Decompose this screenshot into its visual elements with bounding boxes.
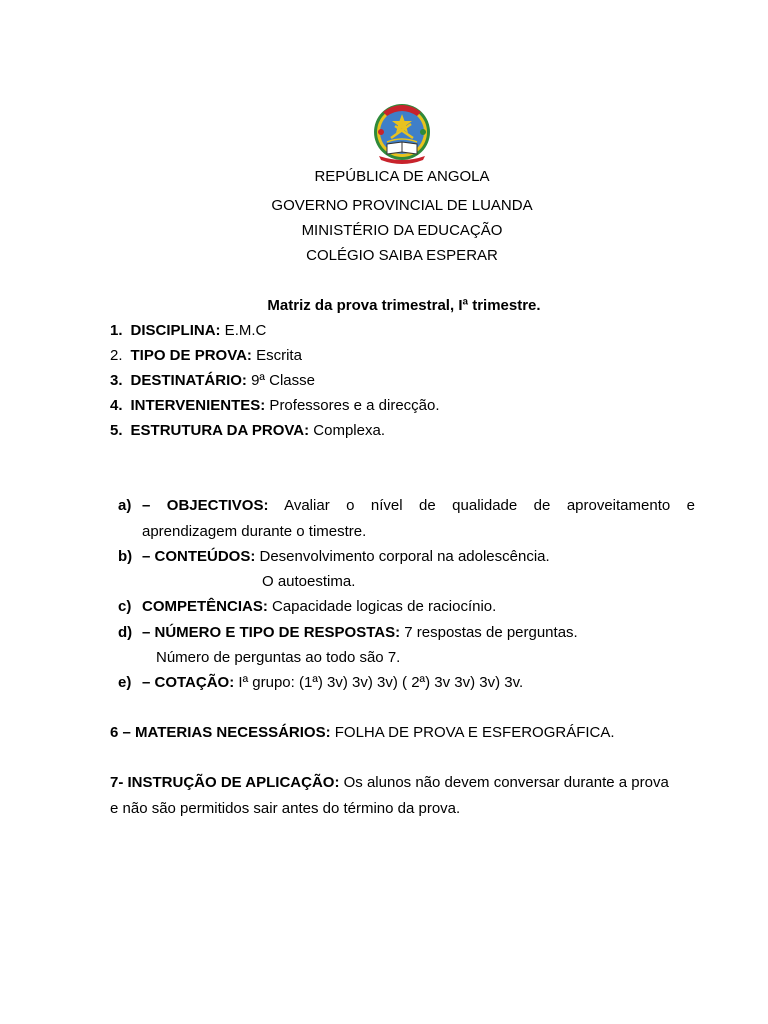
grading-line	[142, 674, 523, 692]
instructions-value: Os alunos não devem conversar durante a prova	[339, 774, 669, 791]
list-marker-a: a)	[118, 497, 132, 514]
materials-value: FOLHA DE PROVA E ESFEROGRÁFICA.	[330, 724, 615, 741]
materials-label: 6 – MATERIAS NECESSÁRIOS:	[110, 724, 331, 741]
list-marker-c: c)	[118, 598, 132, 615]
grading-value: Iª grupo: (1ª) 3v) 3v) 3v) ( 2ª) 3v 3v) 3v) 3v.	[234, 674, 524, 691]
list-label: DESTINATÁRIO:	[130, 372, 247, 389]
header-republic: REPÚBLICA DE ANGOLA	[314, 168, 490, 185]
objectives-line-1	[142, 497, 695, 515]
contents-label: – CONTEÚDOS:	[142, 548, 256, 565]
list-marker-e: e)	[118, 674, 132, 691]
instructions-line-1	[110, 774, 669, 792]
responses-line	[142, 624, 578, 642]
list-item-2	[110, 347, 302, 365]
list-value: 9ª Classe	[246, 372, 315, 389]
competencies-label: COMPETÊNCIAS:	[142, 598, 268, 615]
list-value: Escrita	[251, 347, 302, 364]
responses-value: 7 respostas de perguntas.	[400, 624, 578, 641]
list-number: 5.	[110, 422, 123, 439]
competencies-value: Capacidade logicas de raciocínio.	[267, 598, 497, 615]
materials-line	[110, 724, 615, 742]
instructions-line-2: e não são permitidos sair antes do término da prova.	[110, 800, 461, 817]
contents-extra: O autoestima.	[262, 573, 356, 590]
objectives-line-2: aprendizagem durante o timestre.	[142, 523, 367, 540]
responses-label: – NÚMERO E TIPO DE RESPOSTAS:	[142, 624, 401, 641]
list-number: 1.	[110, 322, 123, 339]
list-label: DISCIPLINA:	[130, 322, 221, 339]
list-number: 3.	[110, 372, 123, 389]
list-item-4	[110, 397, 440, 415]
list-marker-d: d)	[118, 624, 133, 641]
list-label: INTERVENIENTES:	[130, 397, 266, 414]
list-number: 4.	[110, 397, 123, 414]
competencies-line	[142, 598, 496, 616]
objectives-label: – OBJECTIVOS:	[142, 497, 269, 514]
list-value: Complexa.	[309, 422, 385, 439]
list-item-1	[110, 322, 266, 340]
objectives-value: Avaliar o nível de qualidade de aproveitamento e	[284, 497, 696, 514]
list-item-5	[110, 422, 385, 440]
angola-coat-of-arms-icon	[369, 102, 435, 166]
contents-value: Desenvolvimento corporal na adolescência.	[255, 548, 550, 565]
instructions-label: 7- INSTRUÇÃO DE APLICAÇÃO:	[110, 774, 340, 791]
list-item-3	[110, 372, 315, 390]
header-school: COLÉGIO SAIBA ESPERAR	[306, 247, 498, 264]
header-government: GOVERNO PROVINCIAL DE LUANDA	[271, 197, 533, 214]
list-label: TIPO DE PROVA:	[130, 347, 252, 364]
list-marker-b: b)	[118, 548, 133, 565]
list-number: 2.	[110, 347, 123, 364]
grading-label: – COTAÇÃO:	[142, 674, 235, 691]
responses-extra: Número de perguntas ao todo são 7.	[156, 649, 401, 666]
header-ministry: MINISTÉRIO DA EDUCAÇÃO	[301, 222, 503, 239]
list-value: E.M.C	[220, 322, 267, 339]
list-value: Professores e a direcção.	[265, 397, 440, 414]
contents-line	[142, 548, 550, 566]
list-label: ESTRUTURA DA PROVA:	[130, 422, 310, 439]
document-title: Matriz da prova trimestral, Iª trimestre.	[267, 297, 541, 314]
